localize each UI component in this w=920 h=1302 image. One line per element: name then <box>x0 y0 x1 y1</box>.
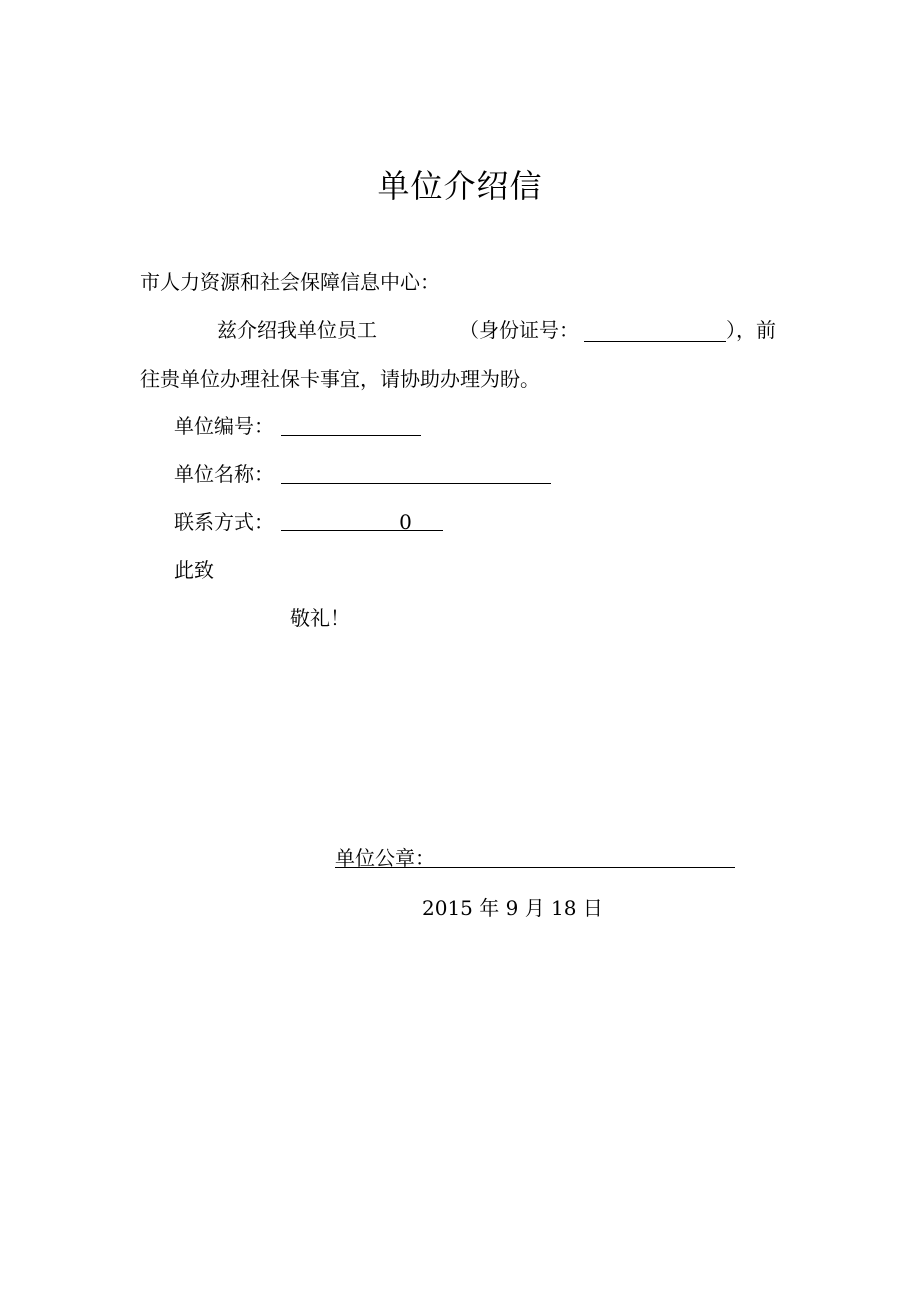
intro-suffix: ），前 <box>726 318 776 342</box>
unit-name-label: 单位名称： <box>174 462 274 486</box>
closing: 此致 <box>174 558 214 582</box>
unit-number-label: 单位编号： <box>174 414 274 438</box>
unit-number-blank <box>281 435 421 436</box>
seal-blank <box>335 867 735 868</box>
seal-label: 单位公章： <box>335 846 435 870</box>
intro-prefix: 兹介绍我单位员工 <box>217 318 377 342</box>
intro-line2: 往贵单位办理社保卡事宜，请协助办理为盼。 <box>140 367 540 391</box>
letter-date: 2015 年 9 月 18 日 <box>422 896 603 920</box>
id-label: （身份证号： <box>459 318 579 342</box>
salute: 敬礼！ <box>290 606 350 630</box>
document-title: 单位介绍信 <box>377 167 543 205</box>
id-number-blank <box>584 341 726 342</box>
contact-value: 0 <box>399 510 412 534</box>
recipient: 市人力资源和社会保障信息中心： <box>140 270 440 294</box>
unit-name-blank <box>281 483 551 484</box>
contact-label: 联系方式： <box>174 510 274 534</box>
